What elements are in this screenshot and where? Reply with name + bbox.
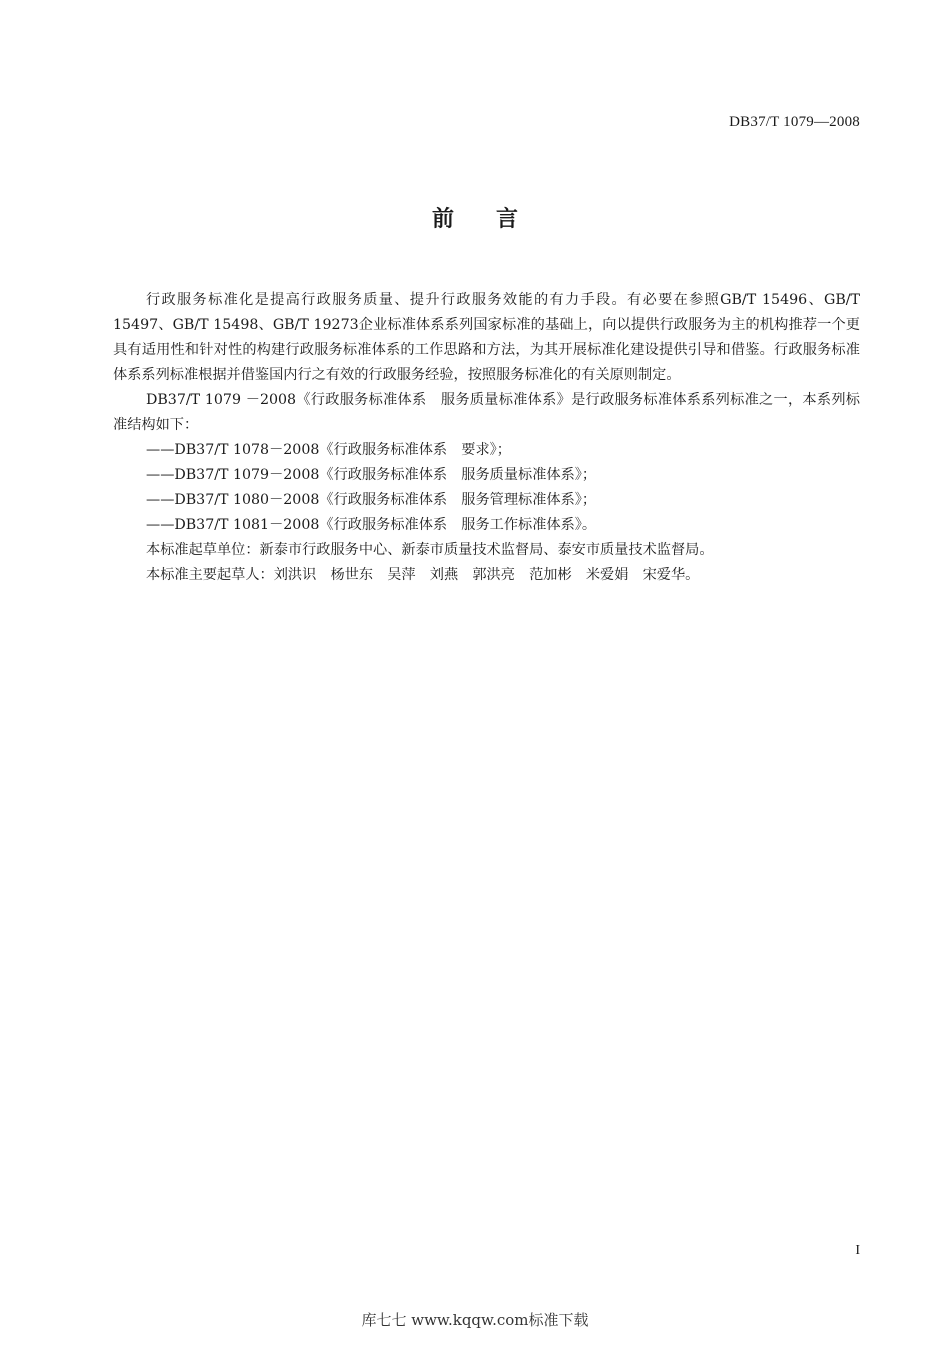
page-number: I <box>855 1243 860 1258</box>
paragraph-series: DB37/T 1079 －2008《行政服务标准体系 服务质量标准体系》是行政服务标准体系系列标准之一，本系列标准结构如下： <box>113 392 860 433</box>
drafting-units: 本标准起草单位：新泰市行政服务中心、新泰市质量技术监督局、泰安市质量技术监督局。 <box>146 542 714 558</box>
series-list-item: ——DB37/T 1080－2008《行政服务标准体系 服务管理标准体系》； <box>146 492 597 508</box>
series-list-item: ——DB37/T 1081－2008《行政服务标准体系 服务工作标准体系》。 <box>146 517 597 533</box>
series-list-item: ——DB37/T 1078－2008《行政服务标准体系 要求》； <box>146 442 511 458</box>
drafters: 本标准主要起草人：刘洪识 杨世东 吴萍 刘燕 郭洪亮 范加彬 米爱娟 宋爱华。 <box>146 567 700 583</box>
paragraph-intro: 行政服务标准化是提高行政服务质量、提升行政服务效能的有力手段。有必要在参照GB/T 15496、GB/T 15497、GB/T 15498、GB/T 19273企业标准体系系列国家标准的基础上，向以提供行政服务为主的机构推荐一个更具有适用性和针对性的构建行政服务标准体系的工作思路和方法，为其开展标准化建设提供引导和借鉴。行政服务标准体系系列标准根据并借鉴国内行之有效的行政服务经验，按照服务标准化的有关原则制定。 <box>113 292 860 383</box>
page-title: 前言 <box>431 207 560 232</box>
document-code: DB37/T 1079—2008 <box>729 114 860 130</box>
document-body <box>113 288 860 588</box>
footer-watermark: 库七七 www.kqqw.com标准下载 <box>361 1311 589 1329</box>
series-list-item: ——DB37/T 1079－2008《行政服务标准体系 服务质量标准体系》； <box>146 467 597 483</box>
